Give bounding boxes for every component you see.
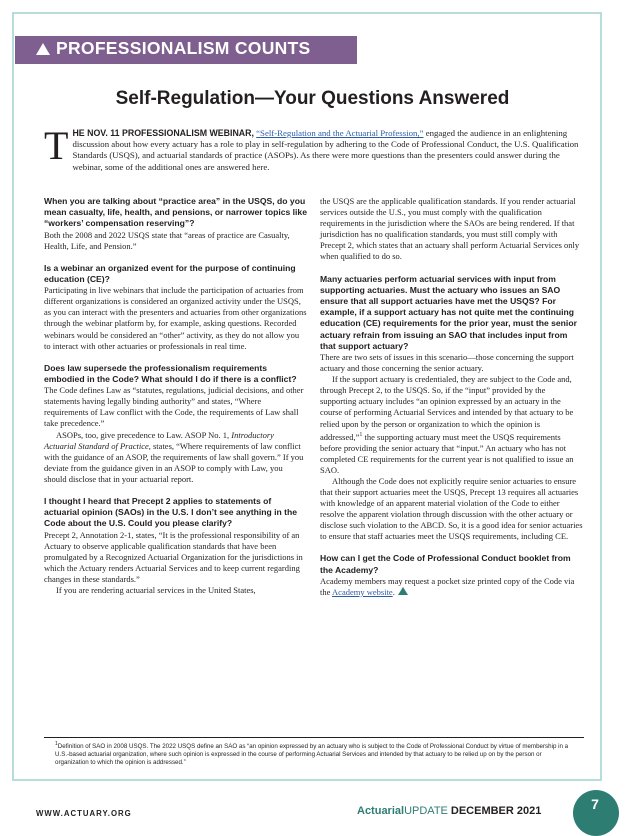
article-intro	[44, 123, 584, 173]
intro-lead: HE NOV. 11 PROFESSIONALISM WEBINAR,	[72, 128, 254, 138]
drop-cap: T	[44, 123, 69, 168]
answer-precept-2: Precept 2, Annotation 2-1, states, “It is the professional responsibility of an Actuary to observe applicable qualification standards that have been promulgated by a Recognized Actuarial Organization for the jurisdictions in which the Actuary renders Actuarial Services and to keep current regarding changes in these standards.”	[44, 529, 303, 584]
banner-label: PROFESSIONALISM COUNTS	[56, 38, 311, 58]
footnote-divider	[44, 737, 584, 738]
support-text-post: the supporting actuary must meet the USQS requirements before providing the senior actuary that “input.” An actuary who has not completed CE requirements for the current year is not qualified to issue an SAO.	[320, 431, 574, 475]
answer-code-booklet	[320, 576, 583, 598]
end-mark-triangle-icon	[398, 587, 408, 595]
answer-webinar-ce: Participating in live webinars that include the participation of actuaries from different organizations is considered an organized activity under the USQS, as you can interact with the presenters and actuaries from other organizations through the webinar platform by, for example, asking questions. Recorded webinars would be considered an “other” activity, as they do not allow you to interact with other actuaries or professionals in real time.	[44, 285, 307, 351]
academy-website-link[interactable]: Academy website	[332, 586, 393, 597]
question-law-supersede: Does law supersede the professionalism requirements embodied in the Code? What should I do if there is a conflict?	[44, 362, 297, 384]
publication-brand: Actuarial	[357, 805, 405, 817]
booklet-text-end: .	[392, 586, 395, 597]
publication-update: UPDATE	[404, 805, 448, 817]
asop-title: Introductory Actuarial Standard of Practice	[44, 429, 274, 451]
answer-precept-2-end: the USQS are the applicable qualification standards. If you render actuarial services outside the U.S., you must comply with the qualification requirements in the jurisdiction where the SAOs are being rendered. If that jurisdiction has no qualification standards, you must still comply with Precept 2, which states that an actuary shall perform Actuarial Services only when qualified to do so.	[320, 196, 580, 262]
footer-website[interactable]: WWW.ACTUARY.ORG	[36, 809, 132, 818]
footnote	[55, 741, 575, 766]
section-banner-text	[36, 38, 311, 59]
question-precept-2: I thought I heard that Precept 2 applies to statements of actuarial opinion (SAOs) in the U.S. I don’t see anything in the Code about the U.S. Could you please clarify?	[44, 496, 298, 529]
answer-support-precept-13: Although the Code does not explicitly require senior actuaries to ensure that their support actuaries meet the USQS, Precept 13 requires all actuaries with knowledge of an apparent material violation of the Code to either resolve the apparent violation through discussion with the other actuary or disclose such violation to the ABCD. So, it is a good idea for senior actuaries to ensure that staff actuaries meet the USQS requirements, including CE.	[320, 475, 583, 542]
left-column	[44, 196, 307, 596]
right-column	[320, 196, 583, 598]
answer-law-asop	[44, 430, 307, 485]
question-code-booklet: How can I get the Code of Professional Conduct booklet from the Academy?	[320, 553, 571, 575]
answer-precept-2-cont: If you are rendering actuarial services in the United States,	[56, 585, 256, 596]
asop-text-pre: ASOPs, too, give precedence to Law. ASOP No. 1,	[56, 429, 232, 440]
footnote-text: Definition of SAO in 2008 USQS. The 2022 USQS define an SAO as “an opinion expressed by an actuary who is subject to the Code of Professional Conduct by virtue of membership in a U.S.-based actuarial organization, where such opinion is expressed in the course of performing Actuarial Services and intended by that actuary to be relied up on by the person or organization to which the opinion is addressed.”	[55, 743, 569, 766]
article-title: Self-Regulation—Your Questions Answered	[115, 88, 510, 109]
question-webinar-ce: Is a webinar an organized event for the purpose of continuing education (CE)?	[44, 262, 296, 284]
support-text-pre: If the support actuary is credentialed, they are subject to the Code and, through Precept 2, to the USQS. So, if the “input” provided by the supporting actuary includes “an opinion expressed by an actuary in the course of performing Actuarial Services and intended by that actuary to be relied upon by the person or organization to which the opinion is addressed,”	[320, 374, 574, 442]
webinar-link[interactable]: “Self-Regulation and the Actuarial Profession,”	[256, 128, 424, 138]
answer-law-supersede: The Code defines Law as “statutes, regulations, judicial decisions, and other statements having legally binding authority” and states, “Where requirements of Law conflict with the Code, the requirements of Law shall take precedence.”	[44, 385, 304, 429]
footnote-number: 1	[55, 741, 58, 747]
question-support-actuaries: Many actuaries perform actuarial services with input from supporting actuaries. Must the actuary who issues an SAO ensure that all support actuaries have met the USQS? For example, if a support actuary has not quite met the continuing education (CE) requirements for the prior year, must the senior actuary refrain from issuing an SAO that includes input from that support actuary?	[320, 273, 577, 351]
footnote-ref: 1	[359, 431, 363, 438]
answer-support-credentialed	[320, 374, 583, 476]
intro-text: engaged the audience in an enlightening discussion about how every actuary has a role to play in self-regulation by adhering to the Code of Professional Conduct, the U.S. Qualification Standards (USQS), and actuarial standards of practice (ASOPs). As there were more questions than the presenters could answer during the webinar, some of the additional ones are answered here.	[72, 128, 579, 172]
academy-triangle-icon	[36, 43, 50, 55]
asop-text-post: , states, “Where requirements of law conflict with the guidance of an ASOP, the requirements of law shall govern.” If you deviate from the guidance given in an ASOP to comply with Law, you should disclose that in your actuarial report.	[44, 440, 304, 484]
page-number: 7	[591, 796, 599, 812]
publication-date: DECEMBER 2021	[450, 805, 542, 817]
question-practice-area: When you are talking about “practice area” in the USQS, do you mean casualty, life, health, and pensions, or narrower topics like “workers’ compensation reserving”?	[44, 196, 307, 229]
answer-practice-area: Both the 2008 and 2022 USQS state that “areas of practice are Casualty, Health, Life, and Pension.”	[44, 229, 290, 251]
booklet-text: Academy members may request a pocket size printed copy of the Code via the	[320, 575, 575, 597]
answer-support-actuaries: There are two sets of issues in this scenario—those concerning the support actuary and those concerning the senior actuary.	[320, 351, 574, 374]
footer-publication	[357, 805, 541, 817]
